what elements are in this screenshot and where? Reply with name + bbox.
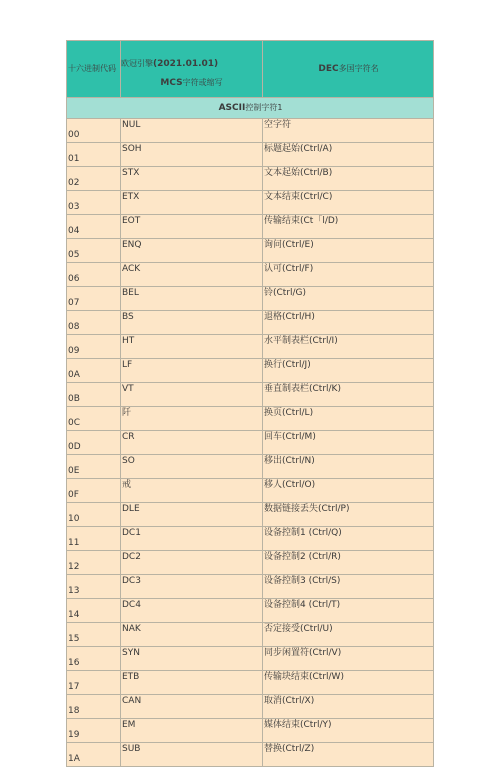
cell-desc: 传输结束(Ct「l/D) [263, 215, 434, 239]
cell-code: 19 [67, 719, 121, 743]
cell-code: 02 [67, 167, 121, 191]
cell-code: 12 [67, 551, 121, 575]
cell-desc: 否定接受(Ctrl/U) [263, 623, 434, 647]
cell-desc: 取消(Ctrl/X) [263, 695, 434, 719]
table-row [67, 719, 434, 743]
cell-code: 15 [67, 623, 121, 647]
cell-desc: 设备控制4 (Ctrl/T) [263, 599, 434, 623]
cell-code: 0E [67, 455, 121, 479]
cell-desc: 回车(Ctrl/M) [263, 431, 434, 455]
table-row [67, 671, 434, 695]
cell-code: 13 [67, 575, 121, 599]
cell-abbr: HT [121, 335, 263, 359]
cell-abbr: CR [121, 431, 263, 455]
table-row [67, 431, 434, 455]
cell-abbr: NAK [121, 623, 263, 647]
cell-desc: 空字符 [263, 119, 434, 143]
table-row [67, 407, 434, 431]
cell-desc: 设备控制1 (Ctrl/Q) [263, 527, 434, 551]
cell-code: 0F [67, 479, 121, 503]
cell-code: 16 [67, 647, 121, 671]
table-row [67, 527, 434, 551]
cell-abbr: SUB [121, 743, 263, 767]
cell-abbr: ETX [121, 191, 263, 215]
table-row [67, 191, 434, 215]
cell-code: 04 [67, 215, 121, 239]
cell-code: 18 [67, 695, 121, 719]
table-row [67, 119, 434, 143]
cell-abbr: SOH [121, 143, 263, 167]
cell-abbr: VT [121, 383, 263, 407]
table-row [67, 239, 434, 263]
cell-desc: 铃(Ctrl/G) [263, 287, 434, 311]
table-row [67, 599, 434, 623]
cell-abbr: SYN [121, 647, 263, 671]
cell-abbr: ETB [121, 671, 263, 695]
header-hex-code: 十六进制代码 [67, 41, 121, 98]
cell-desc: 设备控制2 (Ctrl/R) [263, 551, 434, 575]
cell-code: 10 [67, 503, 121, 527]
cell-abbr: DC4 [121, 599, 263, 623]
cell-desc: 移人(Ctrl/O) [263, 479, 434, 503]
table-row [67, 143, 434, 167]
cell-code: 17 [67, 671, 121, 695]
cell-code: 0C [67, 407, 121, 431]
cell-abbr: BEL [121, 287, 263, 311]
table-row [67, 263, 434, 287]
cell-desc: 水平制表栏(Ctrl/I) [263, 335, 434, 359]
header-mcs: 欧冠引擎(2021.01.01) MCS字符或缩写 [121, 41, 263, 98]
section-row [67, 98, 434, 119]
cell-code: 0D [67, 431, 121, 455]
cell-desc: 认可(Ctrl/F) [263, 263, 434, 287]
cell-desc: 数据链接丢失(Ctrl/P) [263, 503, 434, 527]
table-row [67, 503, 434, 527]
cell-abbr: LF [121, 359, 263, 383]
table-row [67, 383, 434, 407]
table-row [67, 215, 434, 239]
cell-abbr: ENQ [121, 239, 263, 263]
ascii-control-table [66, 40, 434, 767]
table-row [67, 743, 434, 767]
cell-code: 14 [67, 599, 121, 623]
header-dec-name: DEC多国字符名 [263, 41, 434, 98]
cell-abbr: CAN [121, 695, 263, 719]
cell-abbr: 阡 [121, 407, 263, 431]
cell-abbr: ACK [121, 263, 263, 287]
cell-desc: 标题起始(Ctrl/A) [263, 143, 434, 167]
cell-desc: 设备控制3 (Ctrl/S) [263, 575, 434, 599]
cell-abbr: 戒 [121, 479, 263, 503]
cell-desc: 退格(Ctrl/H) [263, 311, 434, 335]
cell-code: 08 [67, 311, 121, 335]
table-row [67, 479, 434, 503]
cell-abbr: EOT [121, 215, 263, 239]
table-row [67, 623, 434, 647]
cell-desc: 换页(Ctrl/L) [263, 407, 434, 431]
cell-desc: 询问(Ctrl/E) [263, 239, 434, 263]
cell-abbr: DC3 [121, 575, 263, 599]
cell-abbr: DC1 [121, 527, 263, 551]
table-row [67, 551, 434, 575]
cell-code: 0B [67, 383, 121, 407]
cell-abbr: NUL [121, 119, 263, 143]
cell-desc: 同步闲置符(Ctrl/V) [263, 647, 434, 671]
table-row [67, 647, 434, 671]
table-row [67, 359, 434, 383]
cell-abbr: DC2 [121, 551, 263, 575]
cell-code: 07 [67, 287, 121, 311]
table-row [67, 335, 434, 359]
cell-code: 03 [67, 191, 121, 215]
table-row [67, 287, 434, 311]
table-row [67, 575, 434, 599]
cell-desc: 垂直制表栏(Ctrl/K) [263, 383, 434, 407]
table-row [67, 455, 434, 479]
cell-abbr: STX [121, 167, 263, 191]
cell-desc: 移出(Ctrl/N) [263, 455, 434, 479]
cell-desc: 传输块结束(Ctrl/W) [263, 671, 434, 695]
cell-desc: 文本起始(Ctrl/B) [263, 167, 434, 191]
cell-code: 06 [67, 263, 121, 287]
cell-code: 09 [67, 335, 121, 359]
cell-desc: 替换(Ctrl/Z) [263, 743, 434, 767]
cell-abbr: DLE [121, 503, 263, 527]
cell-desc: 媒体结束(Ctrl/Y) [263, 719, 434, 743]
cell-abbr: BS [121, 311, 263, 335]
table-row [67, 167, 434, 191]
cell-code: 01 [67, 143, 121, 167]
section-title: ASCII控制字符1 [67, 98, 434, 119]
cell-abbr: EM [121, 719, 263, 743]
table-row [67, 311, 434, 335]
cell-code: 1A [67, 743, 121, 767]
cell-code: 05 [67, 239, 121, 263]
cell-abbr: SO [121, 455, 263, 479]
cell-code: 11 [67, 527, 121, 551]
cell-desc: 文本结束(Ctrl/C) [263, 191, 434, 215]
cell-desc: 换行(Ctrl/J) [263, 359, 434, 383]
header-row [67, 41, 434, 98]
cell-code: 00 [67, 119, 121, 143]
cell-code: 0A [67, 359, 121, 383]
